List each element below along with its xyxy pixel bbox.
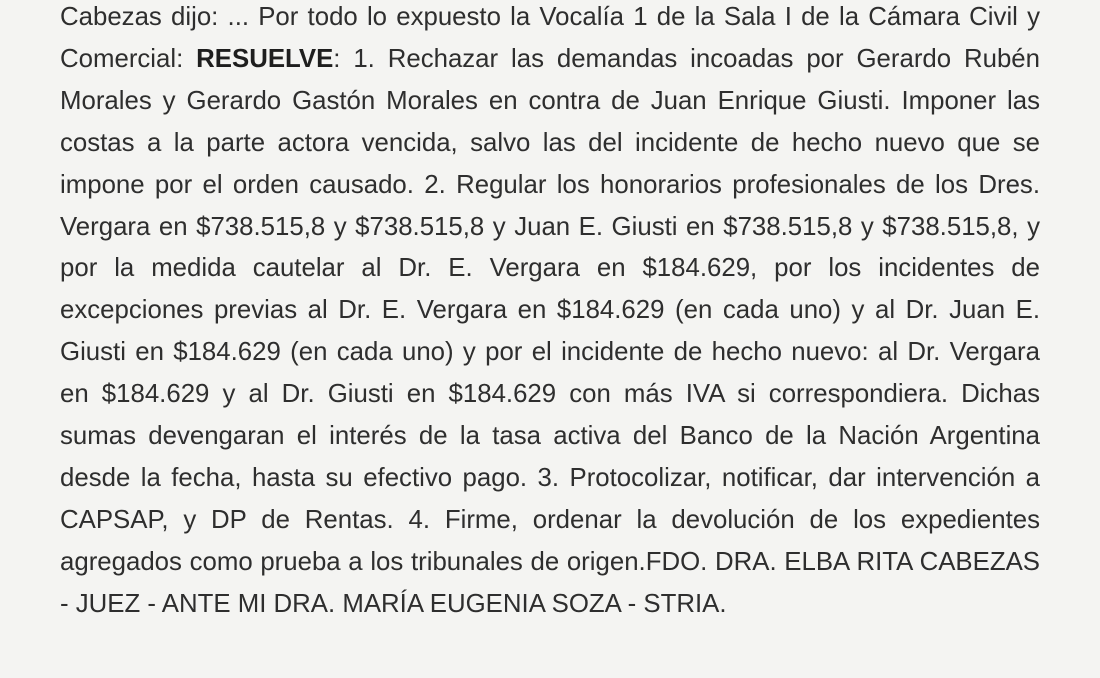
lead-text: Cabezas dijo: ... Por todo lo expuesto la Vocalía 1 de la Sala I de la Cámara Civil y Comercial: (60, 3, 1040, 73)
resolution-body-text: : 1. Rechazar las demandas incoadas por Gerardo Rubén Morales y Gerardo Gastón Morales en contra de Juan Enrique Giusti. Imponer las costas a la parte actora vencida, salvo las del incidente de hecho nuevo que se impone por el orden causado. 2. Regular los honorarios profesionales de los Dres. Vergara en $738.515,8 y $738.515,8 y Juan E. Giusti en $738.515,8 y $738.515,8, y por la medida cautelar al Dr. E. Vergara en $184.629, por los incidentes de excepciones previas al Dr. E. Vergara en $184.629 (en cada uno) y al Dr. Juan E. Giusti en $184.629 (en cada uno) y por el incidente de hecho nuevo: al Dr. Vergara en $184.629 y al Dr. Giusti en $184.629 con más IVA si correspondiera. Dichas sumas devengaran el interés de la tasa activa del Banco de la Nación Argentina desde la fecha, hasta su efectivo pago. 3. Protocolizar, notificar, dar intervención a CAPSAP, y DP de Rentas. 4. Firme, ordenar la devolución de los expedientes agregados como prueba a los tribunales de origen.FDO. DRA. ELBA RITA CABEZAS - JUEZ - ANTE MI DRA. MARÍA EUGENIA SOZA - STRIA. (60, 44, 1040, 618)
resuelve-keyword: RESUELVE (196, 44, 334, 73)
resolution-paragraph (60, 0, 1040, 626)
